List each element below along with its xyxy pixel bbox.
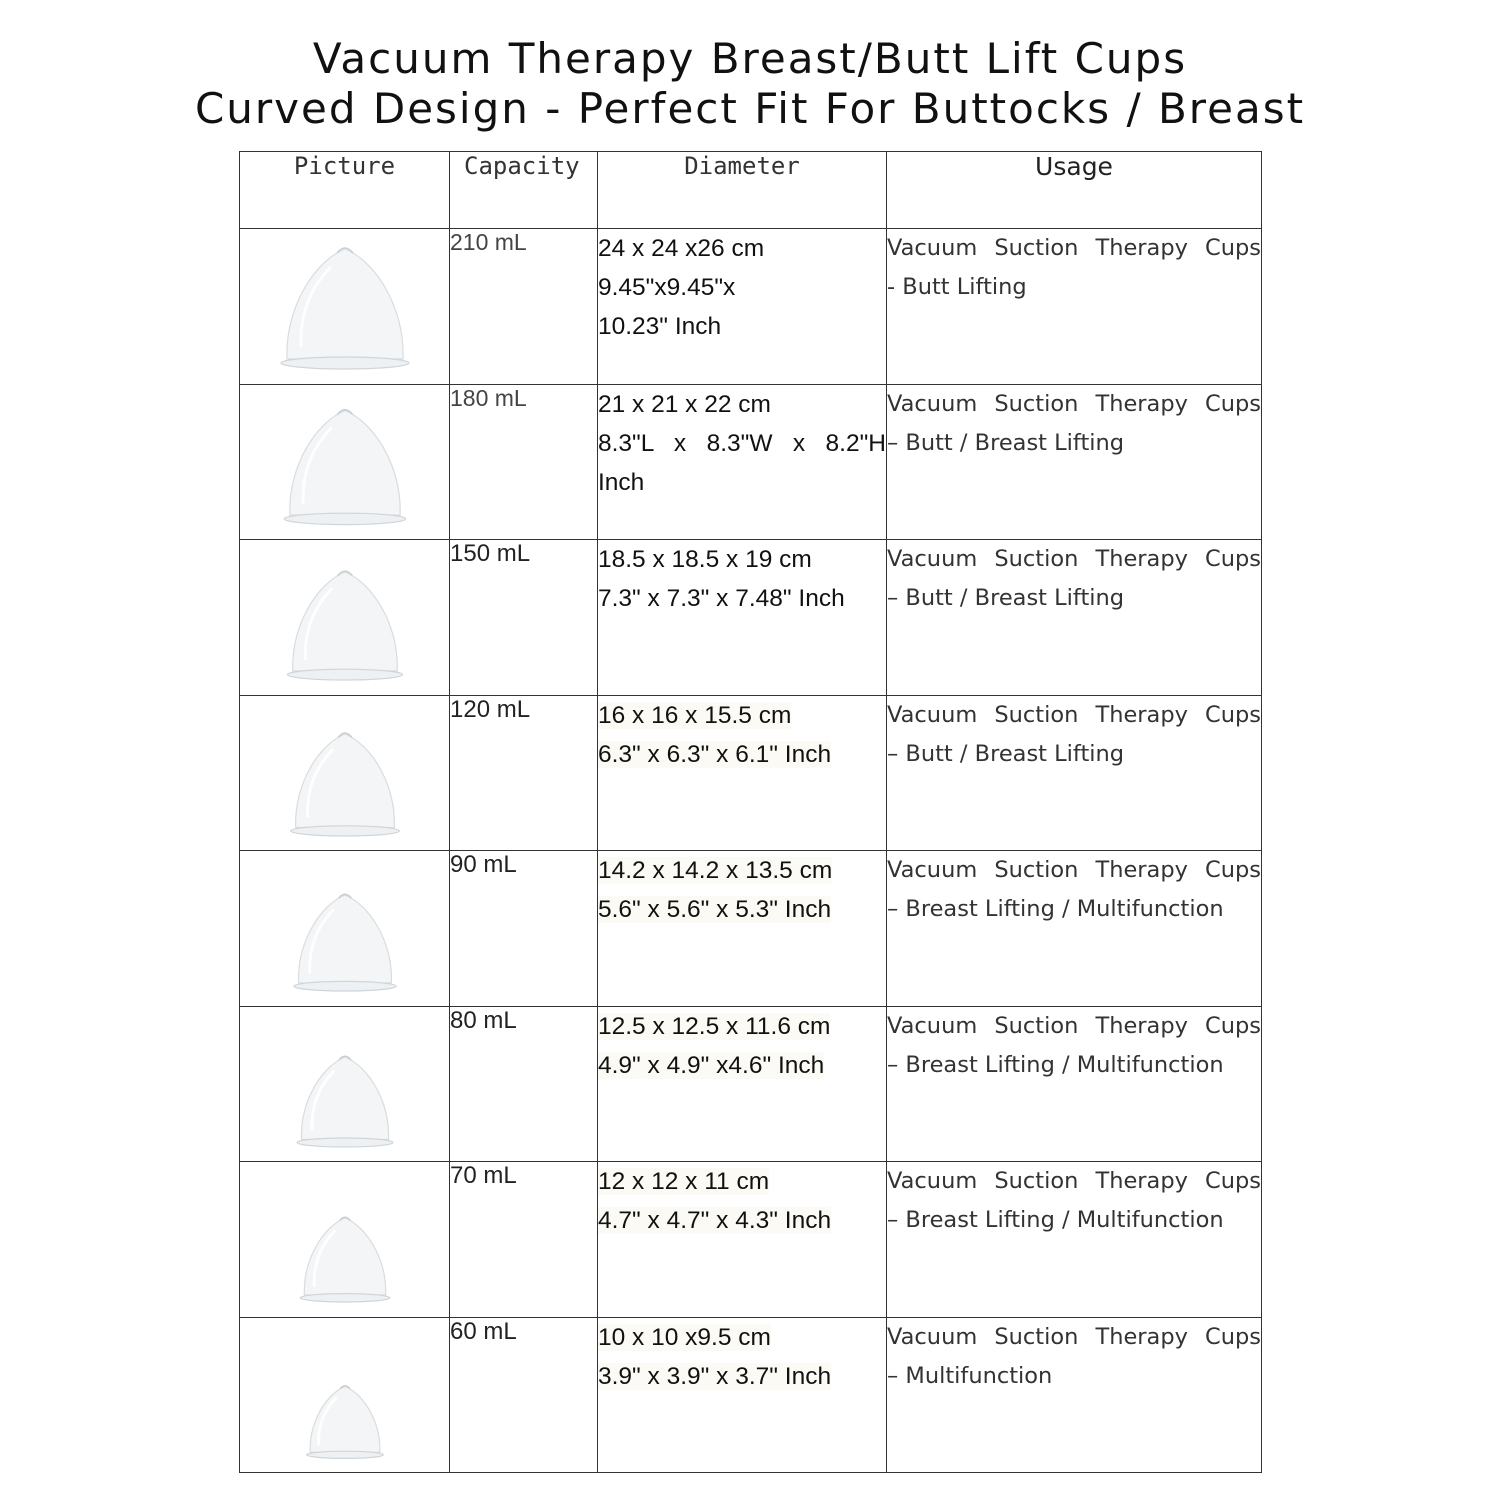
- vacuum-cup-icon: [240, 229, 450, 384]
- diameter-line: [598, 1046, 886, 1085]
- cell-picture: [240, 1162, 450, 1318]
- table-header-row: [240, 152, 1262, 229]
- usage-line: Vacuum Suction Therapy Cups: [887, 235, 1261, 261]
- header-usage: Usage: [887, 152, 1262, 229]
- table-row: [240, 540, 1262, 696]
- table-row: [240, 1162, 1262, 1318]
- table-row: [240, 695, 1262, 851]
- vacuum-cup-icon: [240, 1162, 450, 1317]
- diameter-line: [598, 463, 886, 502]
- diameter-line: [598, 1201, 886, 1240]
- diameter-line: [598, 307, 886, 346]
- usage-line: Vacuum Suction Therapy Cups: [887, 701, 1261, 728]
- diameter-text: 4.9" x 4.9" x4.6" Inch: [598, 1051, 825, 1079]
- table-row: [240, 229, 1262, 385]
- cell-picture: [240, 540, 450, 696]
- vacuum-cup-icon: [240, 1318, 450, 1473]
- cell-diameter: [598, 1317, 887, 1473]
- diameter-line: [598, 735, 886, 774]
- header-picture: Picture: [240, 152, 450, 229]
- diameter-text: 10 x 10 x9.5 cm: [598, 1323, 771, 1351]
- cell-usage: [887, 1006, 1262, 1162]
- vacuum-cup-icon: [240, 1007, 450, 1162]
- diameter-line: [598, 1007, 886, 1046]
- cell-capacity: 80 mL: [450, 1006, 598, 1162]
- diameter-line: [598, 696, 886, 735]
- cell-picture: [240, 695, 450, 851]
- cell-picture: [240, 1317, 450, 1473]
- diameter-text: 12 x 12 x 11 cm: [598, 1168, 770, 1195]
- diameter-text: 7.3" x 7.3" x 7.48" Inch: [598, 585, 845, 612]
- cell-capacity: 210 mL: [450, 229, 598, 385]
- usage-line: – Butt / Breast Lifting: [887, 429, 1125, 456]
- diameter-line: [598, 1357, 886, 1396]
- diameter-line: [598, 1162, 886, 1201]
- table-row: [240, 1006, 1262, 1162]
- vacuum-cup-icon: [240, 696, 450, 851]
- cell-capacity: 90 mL: [450, 851, 598, 1007]
- diameter-text: 8.3"L x 8.3"W x 8.2"H: [598, 429, 886, 457]
- usage-line: – Breast Lifting / Multifunction: [887, 896, 1224, 922]
- cell-capacity: 120 mL: [450, 695, 598, 851]
- diameter-text: 3.9" x 3.9" x 3.7" Inch: [598, 1362, 832, 1390]
- usage-line: Vacuum Suction Therapy Cups: [887, 390, 1261, 417]
- cell-capacity: 180 mL: [450, 384, 598, 540]
- usage-line: – Breast Lifting / Multifunction: [887, 1207, 1224, 1233]
- cell-picture: [240, 851, 450, 1007]
- usage-line: Vacuum Suction Therapy Cups: [887, 1323, 1261, 1350]
- diameter-line: [598, 268, 886, 307]
- usage-line: Vacuum Suction Therapy Cups: [887, 857, 1261, 883]
- usage-line: Vacuum Suction Therapy Cups: [887, 1012, 1261, 1039]
- diameter-line: [598, 540, 886, 579]
- table-row: [240, 384, 1262, 540]
- cell-picture: [240, 229, 450, 385]
- diameter-line: [598, 890, 886, 929]
- diameter-text: 9.45"x9.45"x: [598, 274, 736, 301]
- cell-usage: [887, 1317, 1262, 1473]
- diameter-text: 24 x 24 x26 cm: [598, 235, 765, 262]
- cell-diameter: [598, 1162, 887, 1318]
- spec-table: [239, 151, 1262, 1473]
- diameter-text: 6.3" x 6.3" x 6.1" Inch: [598, 740, 832, 768]
- cell-usage: [887, 229, 1262, 385]
- diameter-text: 10.23" Inch: [598, 313, 722, 340]
- cell-usage: [887, 851, 1262, 1007]
- cell-picture: [240, 1006, 450, 1162]
- diameter-text: 18.5 x 18.5 x 19 cm: [598, 546, 812, 573]
- diameter-line: [598, 851, 886, 890]
- table-row: [240, 1317, 1262, 1473]
- cell-capacity: 70 mL: [450, 1162, 598, 1318]
- vacuum-cup-icon: [240, 851, 450, 1006]
- diameter-text: 14.2 x 14.2 x 13.5 cm: [598, 857, 833, 884]
- diameter-text: 5.6" x 5.6" x 5.3" Inch: [598, 896, 832, 923]
- header-capacity: Capacity: [450, 152, 598, 229]
- table-row: [240, 851, 1262, 1007]
- cell-diameter: [598, 229, 887, 385]
- cell-diameter: [598, 695, 887, 851]
- diameter-text: 16 x 16 x 15.5 cm: [598, 701, 792, 729]
- diameter-line: [598, 579, 886, 618]
- usage-line: Vacuum Suction Therapy Cups: [887, 546, 1261, 572]
- cell-diameter: [598, 851, 887, 1007]
- diameter-line: [598, 424, 886, 463]
- cell-diameter: [598, 540, 887, 696]
- title-line-1: Vacuum Therapy Breast/Butt Lift Cups: [312, 34, 1188, 83]
- cell-usage: [887, 384, 1262, 540]
- usage-line: Vacuum Suction Therapy Cups: [887, 1168, 1261, 1194]
- diameter-text: 4.7" x 4.7" x 4.3" Inch: [598, 1207, 832, 1234]
- cell-diameter: [598, 384, 887, 540]
- diameter-line: [598, 385, 886, 424]
- usage-line: – Butt / Breast Lifting: [887, 740, 1125, 767]
- vacuum-cup-icon: [240, 540, 450, 695]
- cell-capacity: 60 mL: [450, 1317, 598, 1473]
- usage-line: – Butt / Breast Lifting: [887, 585, 1125, 611]
- diameter-text: Inch: [598, 468, 645, 496]
- diameter-text: 12.5 x 12.5 x 11.6 cm: [598, 1012, 831, 1040]
- diameter-text: 21 x 21 x 22 cm: [598, 390, 771, 418]
- title-line-2: Curved Design - Perfect Fit For Buttocks / Breast: [194, 84, 1306, 133]
- cell-usage: [887, 1162, 1262, 1318]
- diameter-line: [598, 1318, 886, 1357]
- diameter-line: [598, 229, 886, 268]
- usage-line: - Butt Lifting: [887, 274, 1027, 300]
- cell-usage: [887, 540, 1262, 696]
- usage-line: – Breast Lifting / Multifunction: [887, 1051, 1224, 1078]
- cell-capacity: 150 mL: [450, 540, 598, 696]
- usage-line: – Multifunction: [887, 1362, 1053, 1389]
- cell-usage: [887, 695, 1262, 851]
- header-diameter: Diameter: [598, 152, 887, 229]
- cell-picture: [240, 384, 450, 540]
- cell-diameter: [598, 1006, 887, 1162]
- vacuum-cup-icon: [240, 385, 450, 540]
